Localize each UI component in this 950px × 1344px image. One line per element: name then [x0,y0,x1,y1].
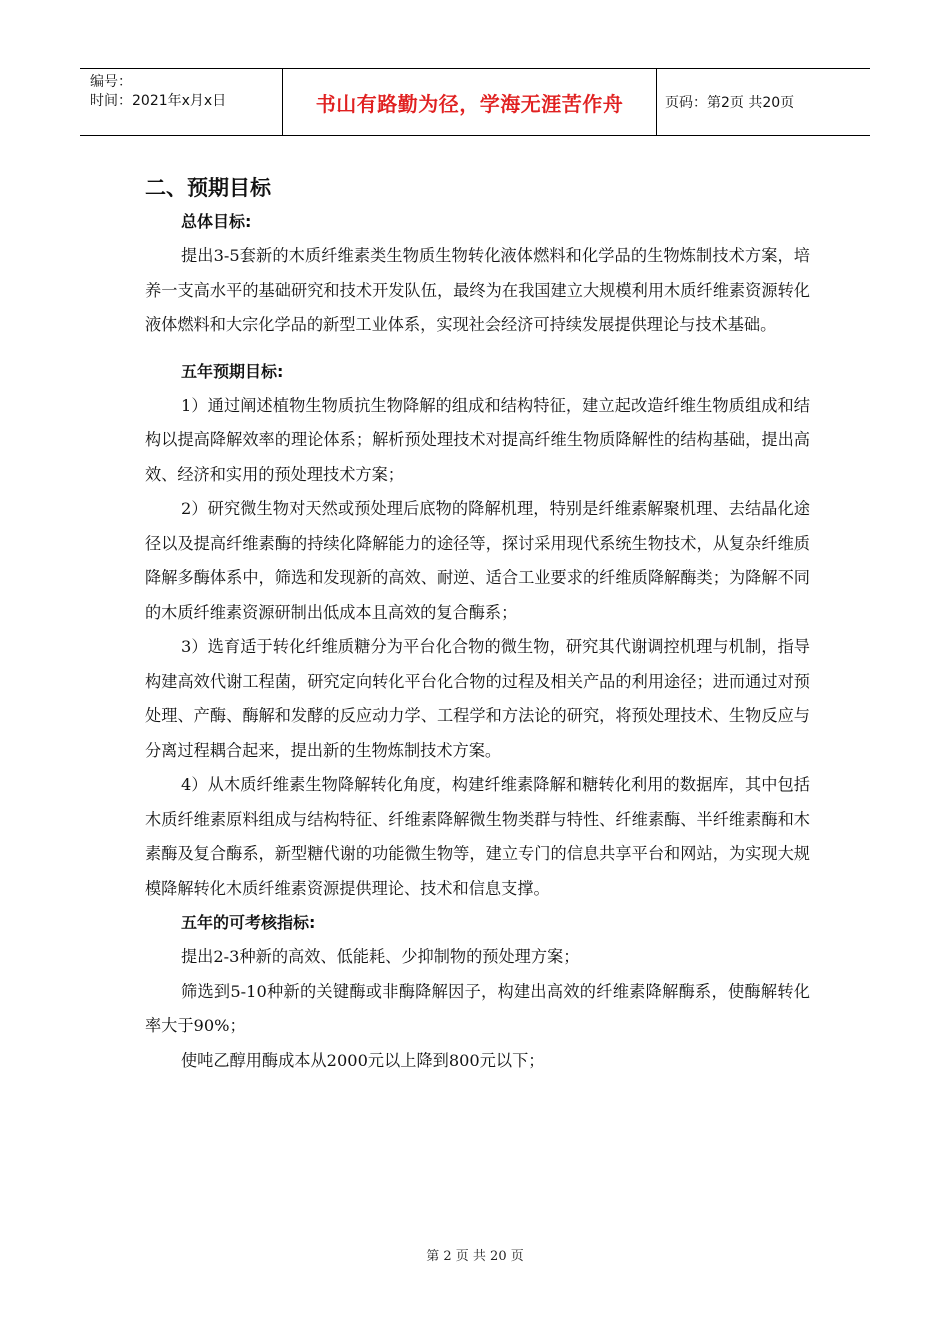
indicator-item: 使吨乙醇用酶成本从2000元以上降到800元以下； [181,1050,545,1070]
header-meta [80,69,283,135]
page-footer: 第 2 页 共 20 页 [426,1249,524,1264]
indicator-item: 提出2-3种新的高效、低能耗、少抑制物的预处理方案； [181,947,580,966]
header-motto-cell [283,69,657,135]
five-year-goal-item: 4）从木质纤维素生物降解转化角度，构建纤维素降解和糖转化利用的数据库，其中包括木质纤维素原料组成与结构特征、纤维素降解微生物类群与特性、纤维素酶、半纤维素酶和木素酶及复合酶系，新型糖代谢的功能微生物等，建立专门的信息共享平台和网站，为实现大规模降解转化木质纤维素资源提供理论、技术和信息支撑。 [145,775,810,898]
five-year-goal-item: 3）选育适于转化纤维质糖分为平台化合物的微生物，研究其代谢调控机理与机制，指导构建高效代谢工程菌，研究定向转化平台化合物的过程及相关产品的利用途径；进而通过对预处理、产酶、酶解和发酵的反应动力学、工程学和方法论的研究，将预处理技术、生物反应与分离过程耦合起来，提出新的生物炼制技术方案。 [145,637,810,760]
header-page-info [657,69,870,135]
indicators-heading: 五年的可考核指标: [181,913,316,932]
spacer [145,343,810,355]
header-page-number: 页码：第2页 共20页 [665,95,795,111]
five-year-goal-item: 1）通过阐述植物生物质抗生物降解的组成和结构特征，建立起改造纤维生物质组成和结构以提高降解效率的理论体系；解析预处理技术对提高纤维生物质降解性的结构基础，提出高效、经济和实用的预处理技术方案； [145,395,810,484]
overall-goal-text: 提出3-5套新的木质纤维素类生物质生物转化液体燃料和化学品的生物炼制技术方案，培养一支高水平的基础研究和技术开发队伍，最终为在我国建立大规模利用木质纤维素资源转化液体燃料和大宗化学品的新型工业体系，实现社会经济可持续发展提供理论与技术基础。 [145,246,810,334]
document-body [145,205,810,1078]
five-year-goal-heading: 五年预期目标: [181,361,284,381]
page-header [80,68,870,136]
document-time: 时间：2021年x月x日 [90,93,227,109]
section-title: 二、预期目标 [145,176,271,200]
five-year-goal-item: 2）研究微生物对天然或预处理后底物的降解机理，特别是纤维素解聚机理、去结晶化途径以及提高纤维素酶的持续化降解能力的途径等，探讨采用现代系统生物技术，从复杂纤维质降解多酶体系中，筛选和发现新的高效、耐逆、适合工业要求的纤维质降解酶类；为降解不同的木质纤维素资源研制出低成本且高效的复合酶系； [145,499,810,622]
header-motto: 书山有路勤为径，学海无涯苦作舟 [315,91,624,116]
indicator-item: 筛选到5-10种新的关键酶或非酶降解因子，构建出高效的纤维素降解酶系，使酶解转化率大于90%； [145,981,810,1035]
overall-goal-heading: 总体目标: [181,212,252,231]
document-number: 编号： [90,74,132,90]
